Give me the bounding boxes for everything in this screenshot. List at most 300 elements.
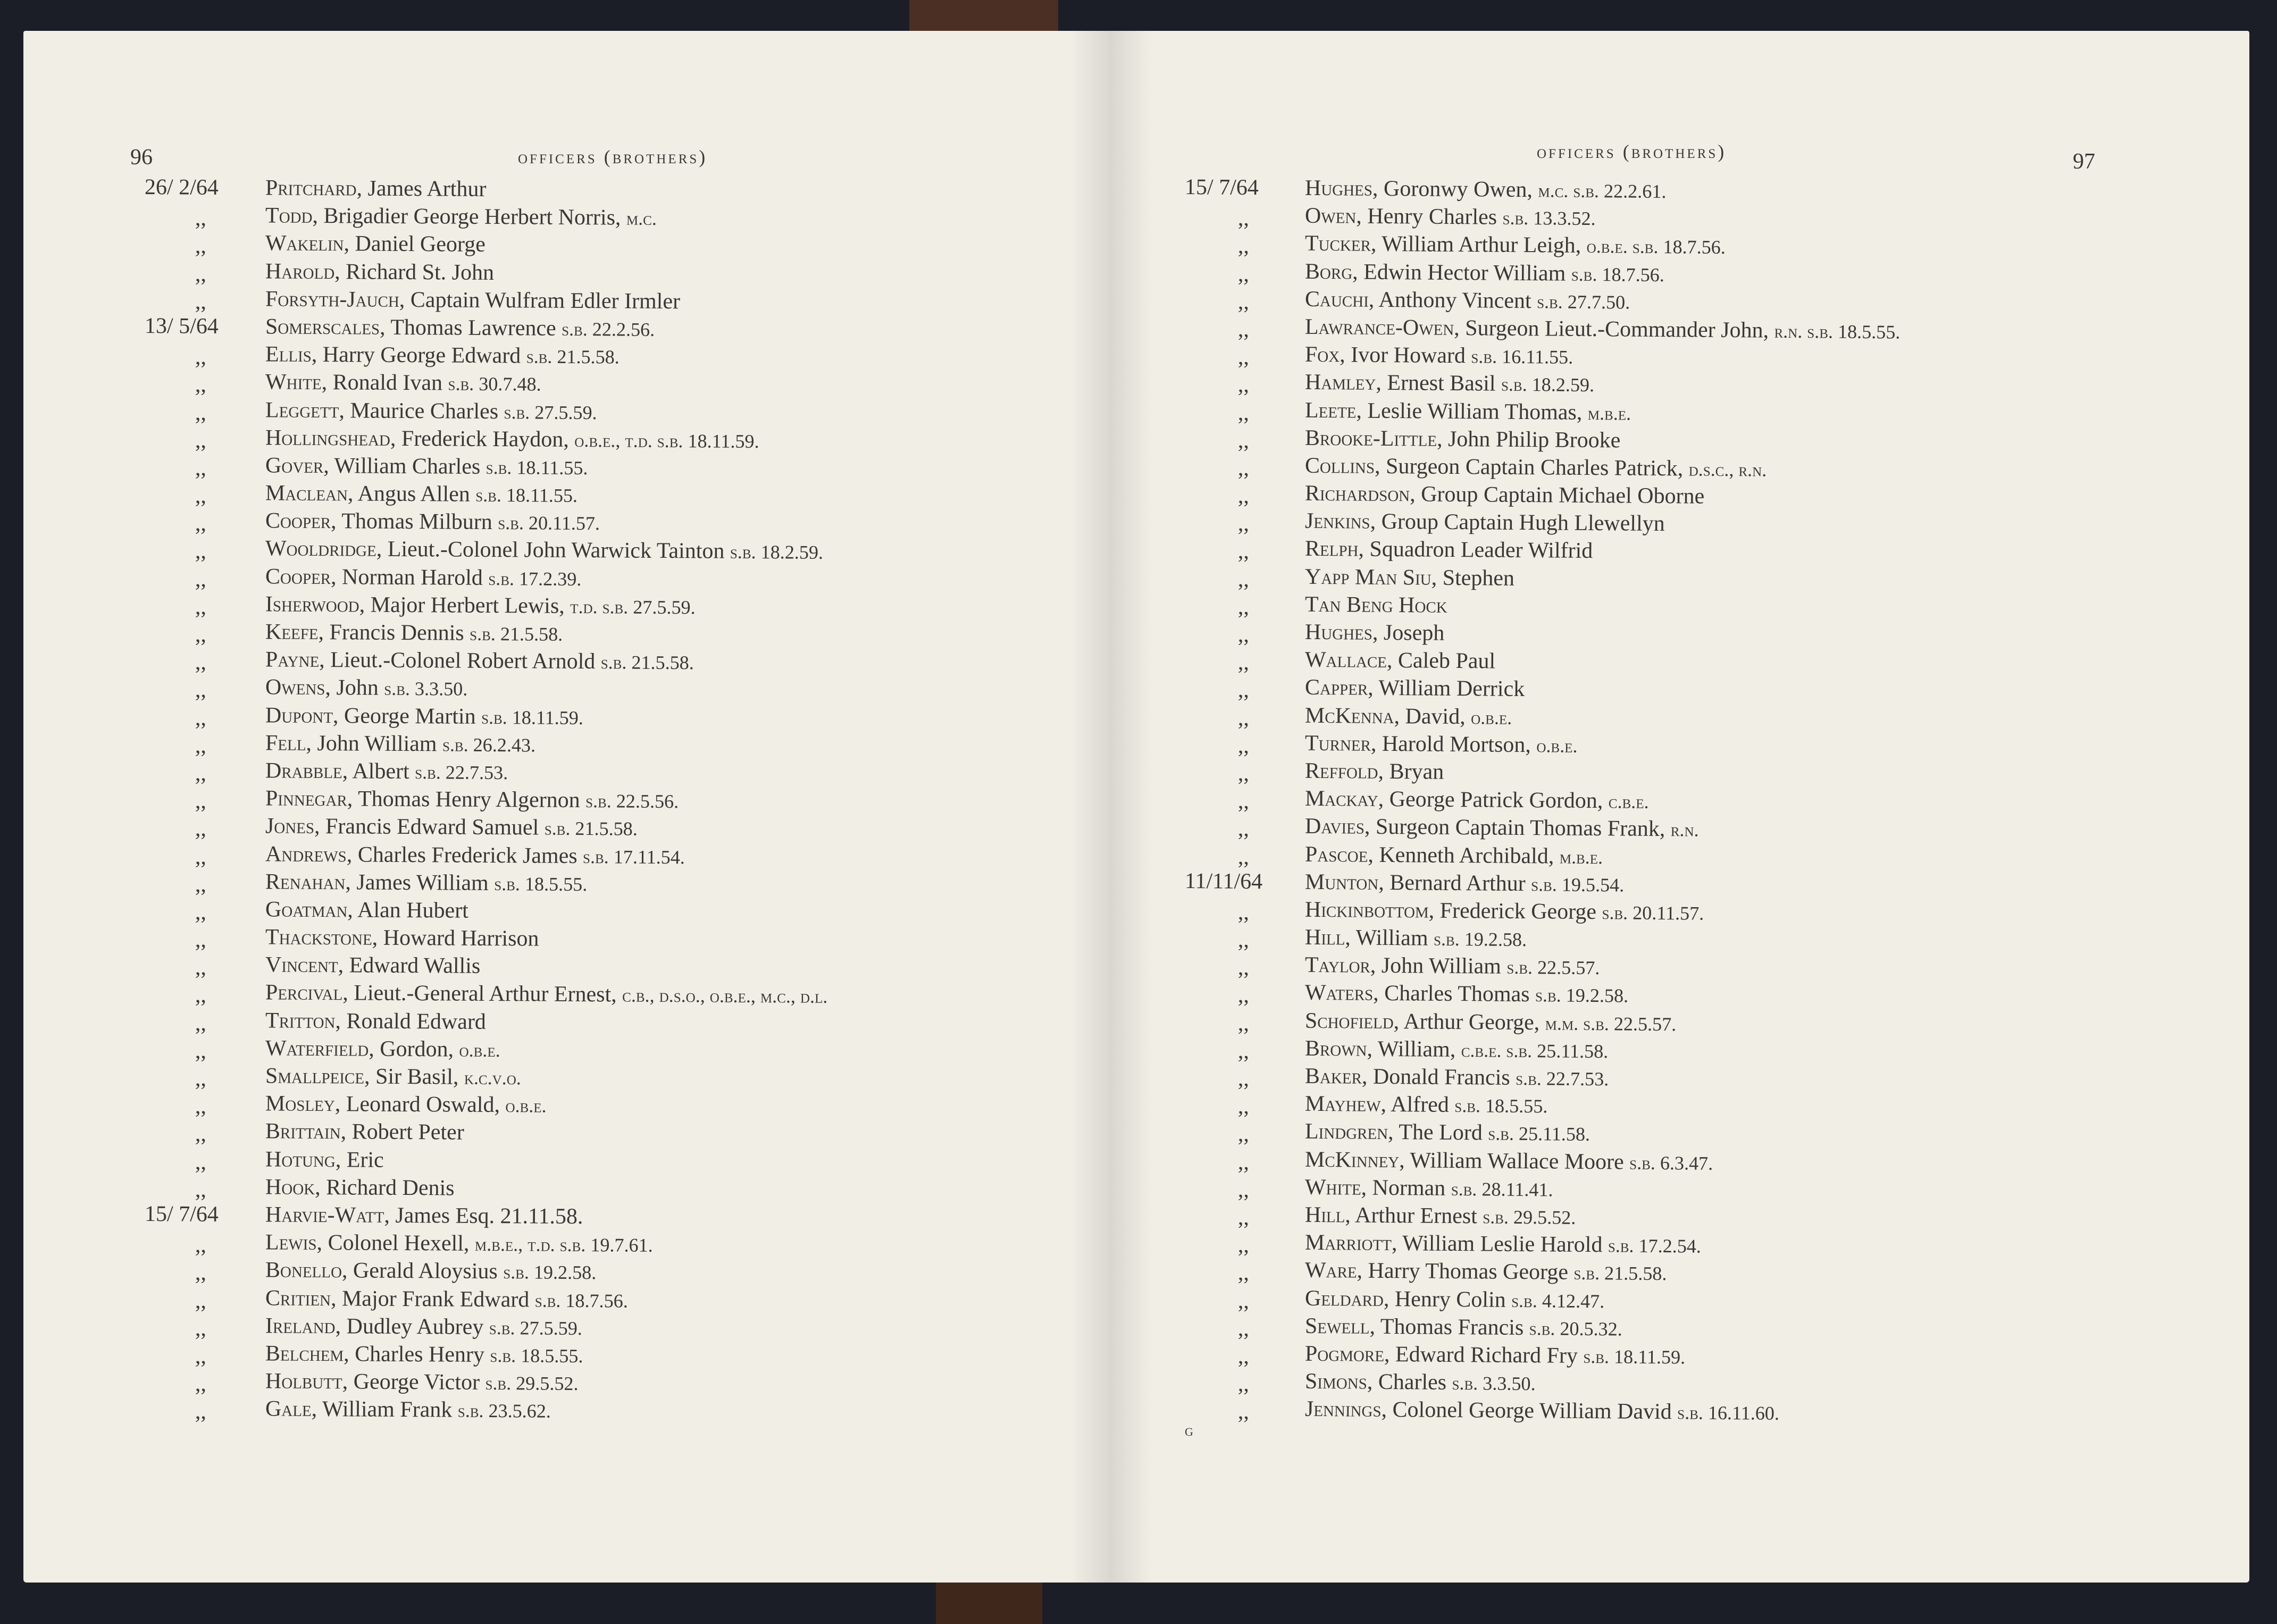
entry-text <box>265 1118 464 1147</box>
entry-surname: Hollingshead <box>265 425 391 451</box>
entry-text <box>265 646 694 677</box>
entry-honours: m.b.e., t.d. s.b. 19.7.61. <box>474 1233 653 1256</box>
entry-surname: Somerscales <box>265 314 380 340</box>
entry-honours: s.b. 17.2.54. <box>1608 1235 1702 1257</box>
entry-text <box>1305 452 1767 484</box>
ditto-mark: ,, <box>1237 289 1250 314</box>
entry-honours: s.b. 19.2.58. <box>1535 984 1629 1007</box>
entry-text <box>1305 1007 1677 1037</box>
entry-surname: Reffold <box>1304 758 1378 784</box>
entry-surname: Todd <box>265 203 313 229</box>
entry-surname: Goatman <box>265 897 348 923</box>
entry-given-names: , Henry Colin <box>1383 1286 1512 1312</box>
ditto-mark: ,, <box>1237 373 1250 398</box>
entry-honours: s.b. 21.5.58. <box>526 346 620 368</box>
entry-given-names: , Colonel Hexell, <box>316 1230 475 1256</box>
ditto-mark: ,, <box>195 428 207 453</box>
entry-given-names: , Squadron Leader Wilfrid <box>1358 537 1593 564</box>
entry-text <box>1305 1229 1701 1260</box>
entry-surname: Payne <box>265 647 320 673</box>
entry-text <box>265 1062 521 1092</box>
ditto-mark: ,, <box>195 1094 207 1119</box>
entry-given-names: , Albert <box>342 759 415 784</box>
entry-text <box>1305 369 1595 399</box>
entry-surname: Davies <box>1304 814 1365 839</box>
ditto-mark: ,, <box>1237 983 1250 1008</box>
ditto-mark: ,, <box>1237 733 1250 758</box>
entry-surname: Bonello <box>265 1258 342 1283</box>
entry-surname: Relph <box>1304 537 1359 562</box>
entry-given-names: , Stephen <box>1431 565 1515 591</box>
entry-given-names: , George Victor <box>342 1369 485 1395</box>
entry-given-names: , Alan Hubert <box>347 898 468 923</box>
entry-surname: Tan Beng Hock <box>1304 592 1447 618</box>
entry-honours: s.b. 23.5.62. <box>457 1400 551 1422</box>
entry-given-names: , William Leslie Harold <box>1391 1231 1609 1258</box>
ditto-mark: ,, <box>1237 1233 1250 1258</box>
entry-text <box>265 313 655 343</box>
entry-text <box>1305 424 1621 455</box>
entry-given-names: , The Lord <box>1387 1120 1488 1145</box>
entry-given-names: , Surgeon Captain Charles Patrick, <box>1374 454 1689 481</box>
ditto-mark: ,, <box>195 511 207 536</box>
ditto-mark: ,, <box>1237 595 1250 620</box>
entry-given-names: , Gordon, <box>369 1036 459 1062</box>
entry-given-names: , Major Herbert Lewis, <box>359 592 571 618</box>
entry-surname: Forsyth-Jauch <box>265 287 400 312</box>
entry-text <box>1305 230 1726 261</box>
ditto-mark: ,, <box>195 262 207 287</box>
ditto-mark: ,, <box>195 567 207 592</box>
entry-honours: s.b. 28.11.41. <box>1451 1178 1553 1201</box>
entry-given-names: , Norman <box>1361 1175 1451 1201</box>
ditto-mark: ,, <box>195 706 207 731</box>
entry-honours: m.m. s.b. 22.5.57. <box>1545 1012 1677 1035</box>
entry-given-names: , Norman Harold <box>330 564 489 590</box>
entry-given-names: , Gerald Aloysius <box>341 1258 504 1284</box>
entry-honours: s.b. 3.3.50. <box>1452 1372 1536 1395</box>
entry-given-names: , William <box>1345 925 1434 951</box>
entry-surname: Jones <box>265 814 315 839</box>
ditto-mark: ,, <box>195 900 207 925</box>
page-number: 97 <box>2073 149 2095 174</box>
ditto-mark: ,, <box>1237 789 1250 814</box>
entry-given-names: , George Patrick Gordon, <box>1378 786 1609 814</box>
entry-given-names: , Caleb Paul <box>1386 648 1496 674</box>
entry-surname: Waters <box>1304 981 1374 1006</box>
entry-surname: Sewell <box>1304 1313 1370 1339</box>
entry-surname: Pinnegar <box>265 786 347 811</box>
entry-surname: Owens <box>265 675 325 700</box>
ditto-mark: ,, <box>195 872 207 897</box>
entry-text <box>265 785 679 816</box>
ditto-mark: ,, <box>1237 456 1250 481</box>
entry-given-names: , Group Captain Michael Oborne <box>1410 482 1705 509</box>
entry-honours: s.b. 18.5.55. <box>1454 1095 1548 1117</box>
ditto-mark: ,, <box>195 1288 207 1313</box>
entry-date: 15/ 7/64 <box>144 1201 219 1227</box>
entry-text <box>1305 896 1704 927</box>
entry-surname: Mayhew <box>1304 1091 1381 1117</box>
entry-given-names: , Arthur George, <box>1393 1009 1545 1035</box>
entry-honours: s.b. 19.5.54. <box>1531 873 1625 896</box>
entry-surname: Critien <box>265 1285 331 1311</box>
entry-surname: Gover <box>265 453 324 478</box>
entry-surname: Brittain <box>265 1119 341 1144</box>
entry-text <box>265 1312 582 1342</box>
entry-given-names: , Thomas Francis <box>1369 1314 1529 1340</box>
entry-honours: c.b.e. <box>1608 791 1649 813</box>
ditto-mark: ,, <box>195 1039 207 1064</box>
entry-honours: s.b. 21.5.58. <box>1573 1262 1667 1285</box>
entry-given-names: , Francis Edward Samuel <box>314 814 545 840</box>
entry-honours: s.b. 18.11.59. <box>1583 1345 1686 1368</box>
ditto-mark: ,, <box>1237 512 1250 537</box>
entry-honours: s.b. 26.2.43. <box>442 734 536 756</box>
ditto-mark: ,, <box>1237 1094 1250 1119</box>
entry-given-names: , Leslie William Thomas, <box>1356 398 1588 425</box>
entry-surname: Hill <box>1304 925 1345 950</box>
entry-surname: Hickinbottom <box>1304 897 1429 923</box>
entry-given-names: , James Arthur <box>356 176 487 202</box>
entry-honours: s.b. 16.11.60. <box>1677 1402 1780 1425</box>
entry-given-names: , John William <box>1370 953 1507 980</box>
entry-honours: s.b. 13.3.52. <box>1502 207 1596 230</box>
ditto-mark: ,, <box>1237 1177 1250 1202</box>
entry-text <box>265 341 620 371</box>
entry-honours: m.b.e. <box>1559 846 1603 868</box>
entry-text <box>265 757 508 786</box>
ditto-mark: ,, <box>195 955 207 980</box>
entry-text <box>265 369 541 398</box>
entry-given-names: , Leonard Oswald, <box>334 1092 506 1118</box>
entry-surname: Holbutt <box>265 1369 342 1394</box>
entry-text <box>1305 757 1444 786</box>
entry-surname: Harold <box>265 258 335 284</box>
entry-honours: m.c. <box>626 207 657 230</box>
ditto-mark: ,, <box>195 400 207 425</box>
entry-surname: Geldard <box>1304 1286 1384 1311</box>
entry-surname: Pascoe <box>1304 842 1368 867</box>
entry-surname: Hotung <box>265 1146 336 1172</box>
entry-honours: s.b. 25.11.58. <box>1488 1123 1590 1145</box>
entry-text <box>1305 785 1649 816</box>
entry-text <box>1305 1035 1609 1065</box>
entry-given-names: , George Martin <box>332 703 482 729</box>
entry-honours: s.b. 17.11.54. <box>583 846 685 868</box>
ditto-mark: ,, <box>1237 1400 1250 1425</box>
entry-text <box>265 951 481 981</box>
entry-date: 15/ 7/64 <box>1184 175 1259 200</box>
entry-text <box>265 1257 597 1287</box>
entry-text <box>265 1367 579 1397</box>
entry-given-names: , Arthur Ernest <box>1345 1203 1483 1229</box>
entry-surname: Cooper <box>265 508 331 534</box>
ditto-mark: ,, <box>1237 678 1250 703</box>
entry-given-names: , James Esq. 21.11.58. <box>384 1203 583 1229</box>
entry-text <box>1305 701 1512 731</box>
entry-text <box>1305 341 1573 371</box>
ditto-mark: ,, <box>195 1011 207 1036</box>
entry-surname: Wakelin <box>265 231 344 256</box>
ditto-mark: ,, <box>195 789 207 814</box>
signature-mark: G <box>1185 1425 1193 1438</box>
entry-text <box>1305 1174 1553 1204</box>
entry-surname: Hill <box>1304 1202 1345 1228</box>
entry-honours: c.b.e. s.b. 25.11.58. <box>1461 1039 1609 1062</box>
entry-given-names: , John <box>325 675 384 701</box>
entry-given-names: , Thomas Milburn <box>330 509 498 535</box>
entry-honours: s.b. 21.5.58. <box>470 623 563 645</box>
entry-honours: s.b. 18.7.56. <box>1571 263 1665 286</box>
entry-given-names: , John William <box>306 731 443 757</box>
entry-surname: Jennings <box>1304 1397 1382 1422</box>
entry-text <box>265 535 823 566</box>
entry-given-names: , David, <box>1394 704 1471 729</box>
entry-surname: Wallace <box>1304 647 1387 673</box>
entry-honours: s.b. 4.12.47. <box>1511 1290 1605 1312</box>
ditto-mark: ,, <box>1237 1039 1250 1064</box>
entry-text <box>1305 1145 1713 1177</box>
ditto-mark: ,, <box>1237 900 1250 925</box>
entry-given-names: , William Charles <box>323 453 486 479</box>
ditto-mark: ,, <box>195 1233 207 1258</box>
entry-given-names: , Kenneth Archibald, <box>1368 842 1560 869</box>
ditto-mark: ,, <box>1237 317 1250 342</box>
ditto-mark: ,, <box>195 622 207 647</box>
entry-surname: Thackstone <box>265 925 372 950</box>
entry-text <box>265 230 485 259</box>
ditto-mark: ,, <box>195 1316 207 1341</box>
entry-given-names: , William Frank <box>311 1397 458 1422</box>
entry-given-names: , Donald Francis <box>1361 1064 1516 1090</box>
entry-text <box>1305 813 1699 844</box>
entry-text <box>1305 480 1705 511</box>
entry-given-names: , Lieut.-Colonel John Warwick Tainton <box>376 537 731 564</box>
ditto-mark: ,, <box>195 1260 207 1286</box>
entry-surname: Lindgren <box>1304 1119 1388 1145</box>
ditto-mark: ,, <box>1237 428 1250 453</box>
entry-given-names: , Edward Richard Fry <box>1384 1342 1584 1368</box>
entry-surname: Turner <box>1304 731 1371 756</box>
entry-surname: Jenkins <box>1304 509 1370 534</box>
entry-text <box>1305 674 1525 704</box>
ditto-mark: ,, <box>195 456 207 481</box>
entry-text <box>1305 1257 1667 1287</box>
entry-text <box>265 451 588 482</box>
entry-honours: s.b. 18.7.56. <box>534 1289 628 1312</box>
entry-honours: o.b.e. s.b. 18.7.56. <box>1586 236 1726 258</box>
entry-surname: Mackay <box>1304 786 1378 811</box>
entry-honours: o.b.e., t.d. s.b. 18.11.59. <box>574 429 759 452</box>
entry-surname: McKinney <box>1304 1147 1400 1173</box>
entry-text <box>1305 507 1665 538</box>
entry-text <box>265 1229 653 1259</box>
entry-text <box>1305 951 1600 982</box>
entry-text <box>265 1007 486 1036</box>
entry-surname: Capper <box>1304 675 1368 701</box>
ditto-mark: ,, <box>1237 1261 1250 1286</box>
ditto-mark: ,, <box>1237 1288 1250 1313</box>
entry-surname: Tritton <box>265 1008 336 1033</box>
entry-surname: Belchem <box>265 1341 344 1367</box>
entry-surname: Yapp Man Siu <box>1304 564 1432 590</box>
entry-text <box>1305 202 1596 232</box>
entry-text <box>1305 286 1630 316</box>
entry-text <box>1305 1312 1622 1343</box>
gutter-shadow <box>1109 31 1152 1583</box>
entry-given-names: , William, <box>1367 1036 1461 1062</box>
entry-text <box>1305 563 1514 592</box>
entry-surname: Baker <box>1304 1064 1362 1089</box>
ditto-mark: ,, <box>1237 761 1250 786</box>
entry-given-names: , Harry George Edward <box>311 342 526 369</box>
entry-honours: t.d. s.b. 27.5.59. <box>570 596 696 618</box>
entry-text <box>1305 174 1667 205</box>
entry-text <box>1305 396 1631 427</box>
entry-surname: Ireland <box>265 1313 336 1338</box>
entry-text <box>265 424 759 455</box>
entry-honours: s.b. 21.5.58. <box>600 651 694 674</box>
entry-given-names: , Colonel George William David <box>1381 1397 1678 1425</box>
entry-honours: s.b. 16.11.55. <box>1471 346 1573 368</box>
entry-surname: Richardson <box>1304 481 1410 507</box>
entry-honours: m.c. s.b. 22.2.61. <box>1538 180 1667 203</box>
entry-text <box>265 813 638 843</box>
entry-surname: Mosley <box>265 1091 335 1117</box>
entry-honours: m.b.e. <box>1587 402 1631 424</box>
entry-text <box>1305 1090 1548 1120</box>
ditto-mark: ,, <box>195 677 207 703</box>
entry-surname: Hughes <box>1304 620 1373 645</box>
entry-text <box>265 895 468 925</box>
entry-given-names: , Bernard Arthur <box>1378 870 1531 896</box>
entry-given-names: , Eric <box>335 1147 384 1173</box>
ditto-mark: ,, <box>1237 1316 1250 1341</box>
entry-surname: Fell <box>265 731 306 756</box>
entry-given-names: , Francis Dennis <box>318 620 470 646</box>
entry-given-names: , Lieut.-General Arthur Ernest, <box>342 981 623 1007</box>
entry-surname: Gale <box>265 1396 312 1422</box>
entry-given-names: , Daniel George <box>344 231 485 257</box>
entry-given-names: , Thomas Lawrence <box>379 315 562 341</box>
entry-given-names: , Ernest Basil <box>1376 371 1502 396</box>
ditto-mark: ,, <box>1237 262 1250 287</box>
entry-text <box>265 202 657 232</box>
entry-text <box>265 1145 384 1174</box>
entry-given-names: , James William <box>345 869 495 895</box>
entry-surname: Fox <box>1304 342 1340 367</box>
entry-given-names: , Frederick George <box>1428 898 1602 925</box>
entry-text <box>265 1340 583 1370</box>
entry-given-names: , Frederick Haydon, <box>390 426 575 452</box>
entry-surname: Borg <box>1304 259 1353 284</box>
entry-text <box>265 590 696 621</box>
ditto-mark: ,, <box>1237 650 1250 675</box>
entry-surname: Marriott <box>1304 1230 1392 1256</box>
entry-surname: McKenna <box>1304 703 1394 729</box>
entry-text <box>1305 868 1625 899</box>
entry-honours: s.b. 19.2.58. <box>503 1261 597 1284</box>
entry-text <box>1305 1340 1686 1371</box>
entry-honours: s.b. 22.5.56. <box>585 790 679 813</box>
ditto-mark: ,, <box>195 1399 207 1424</box>
ditto-mark: ,, <box>1237 1205 1250 1230</box>
entry-given-names: , Captain Wulfram Edler Irmler <box>399 287 681 314</box>
ditto-mark: ,, <box>195 1121 207 1147</box>
ditto-mark: ,, <box>195 761 207 786</box>
entry-given-names: , Richard St. John <box>334 259 495 285</box>
entry-text <box>1305 730 1578 760</box>
entry-given-names: , Edwin Hector William <box>1352 259 1572 286</box>
ditto-mark: ,, <box>195 1371 207 1396</box>
running-head: officers (brothers) <box>1537 141 1727 162</box>
entry-text <box>1305 646 1496 676</box>
entry-surname: Schofield <box>1304 1008 1394 1034</box>
entry-honours: s.b. 29.5.52. <box>1483 1206 1576 1228</box>
entry-honours: s.b. 22.2.56. <box>562 318 655 340</box>
entry-honours: s.b. 21.5.58. <box>544 817 638 840</box>
entry-text <box>1305 1368 1536 1397</box>
ditto-mark: ,, <box>1237 539 1250 564</box>
ditto-mark: ,, <box>1237 567 1250 592</box>
entry-text <box>1305 979 1629 1010</box>
entry-honours: s.b. 20.11.57. <box>1602 902 1704 924</box>
ditto-mark: ,, <box>1237 844 1250 869</box>
entry-text <box>265 868 588 898</box>
entry-given-names: , Bryan <box>1378 759 1444 784</box>
ditto-mark: ,, <box>1237 956 1250 981</box>
entry-surname: Percival <box>265 980 343 1006</box>
entry-honours: s.b. 18.11.59. <box>481 706 584 729</box>
entry-text <box>1305 591 1447 620</box>
entry-honours: c.b., d.s.o., o.b.e., m.c., d.l. <box>622 984 828 1008</box>
entry-surname: Brown <box>1304 1036 1367 1061</box>
entry-honours: s.b. 22.7.53. <box>415 761 508 784</box>
entry-given-names: , Charles Frederick James <box>346 842 583 868</box>
ditto-mark: ,, <box>195 1150 207 1175</box>
entry-surname: Lewis <box>265 1230 317 1255</box>
entry-given-names: , Maurice Charles <box>339 398 504 424</box>
entry-text <box>1305 1062 1609 1093</box>
ditto-mark: ,, <box>1237 1122 1250 1147</box>
ditto-mark: ,, <box>195 233 207 259</box>
entry-given-names: , William Derrick <box>1368 676 1525 702</box>
ditto-mark: ,, <box>1237 622 1250 647</box>
entry-surname: Smallpeice <box>265 1064 365 1089</box>
ditto-mark: ,, <box>1237 1371 1250 1397</box>
entry-text <box>265 701 583 732</box>
ditto-mark: ,, <box>195 539 207 564</box>
entry-given-names: , Charles <box>1367 1369 1452 1395</box>
entry-given-names: , Charles Thomas <box>1373 981 1536 1007</box>
entry-surname: Vincent <box>265 952 338 978</box>
entry-given-names: , Angus Allen <box>347 481 476 507</box>
entry-given-names: , Alfred <box>1380 1092 1455 1118</box>
left-page <box>23 31 1112 1583</box>
entry-given-names: , Robert Peter <box>340 1119 464 1145</box>
entry-honours: s.b. 20.5.32. <box>1529 1317 1622 1340</box>
entry-given-names: , Lieut.-Colonel Robert Arnold <box>319 648 601 674</box>
entry-date: 13/ 5/64 <box>144 313 219 339</box>
entry-given-names: , Major Frank Edward <box>330 1286 535 1312</box>
entry-text <box>1305 618 1445 648</box>
entry-surname: Maclean <box>265 481 348 506</box>
ditto-mark: ,, <box>195 1066 207 1091</box>
entry-surname: Cooper <box>265 564 331 589</box>
entry-text <box>265 479 577 509</box>
ditto-mark: ,, <box>195 733 207 758</box>
